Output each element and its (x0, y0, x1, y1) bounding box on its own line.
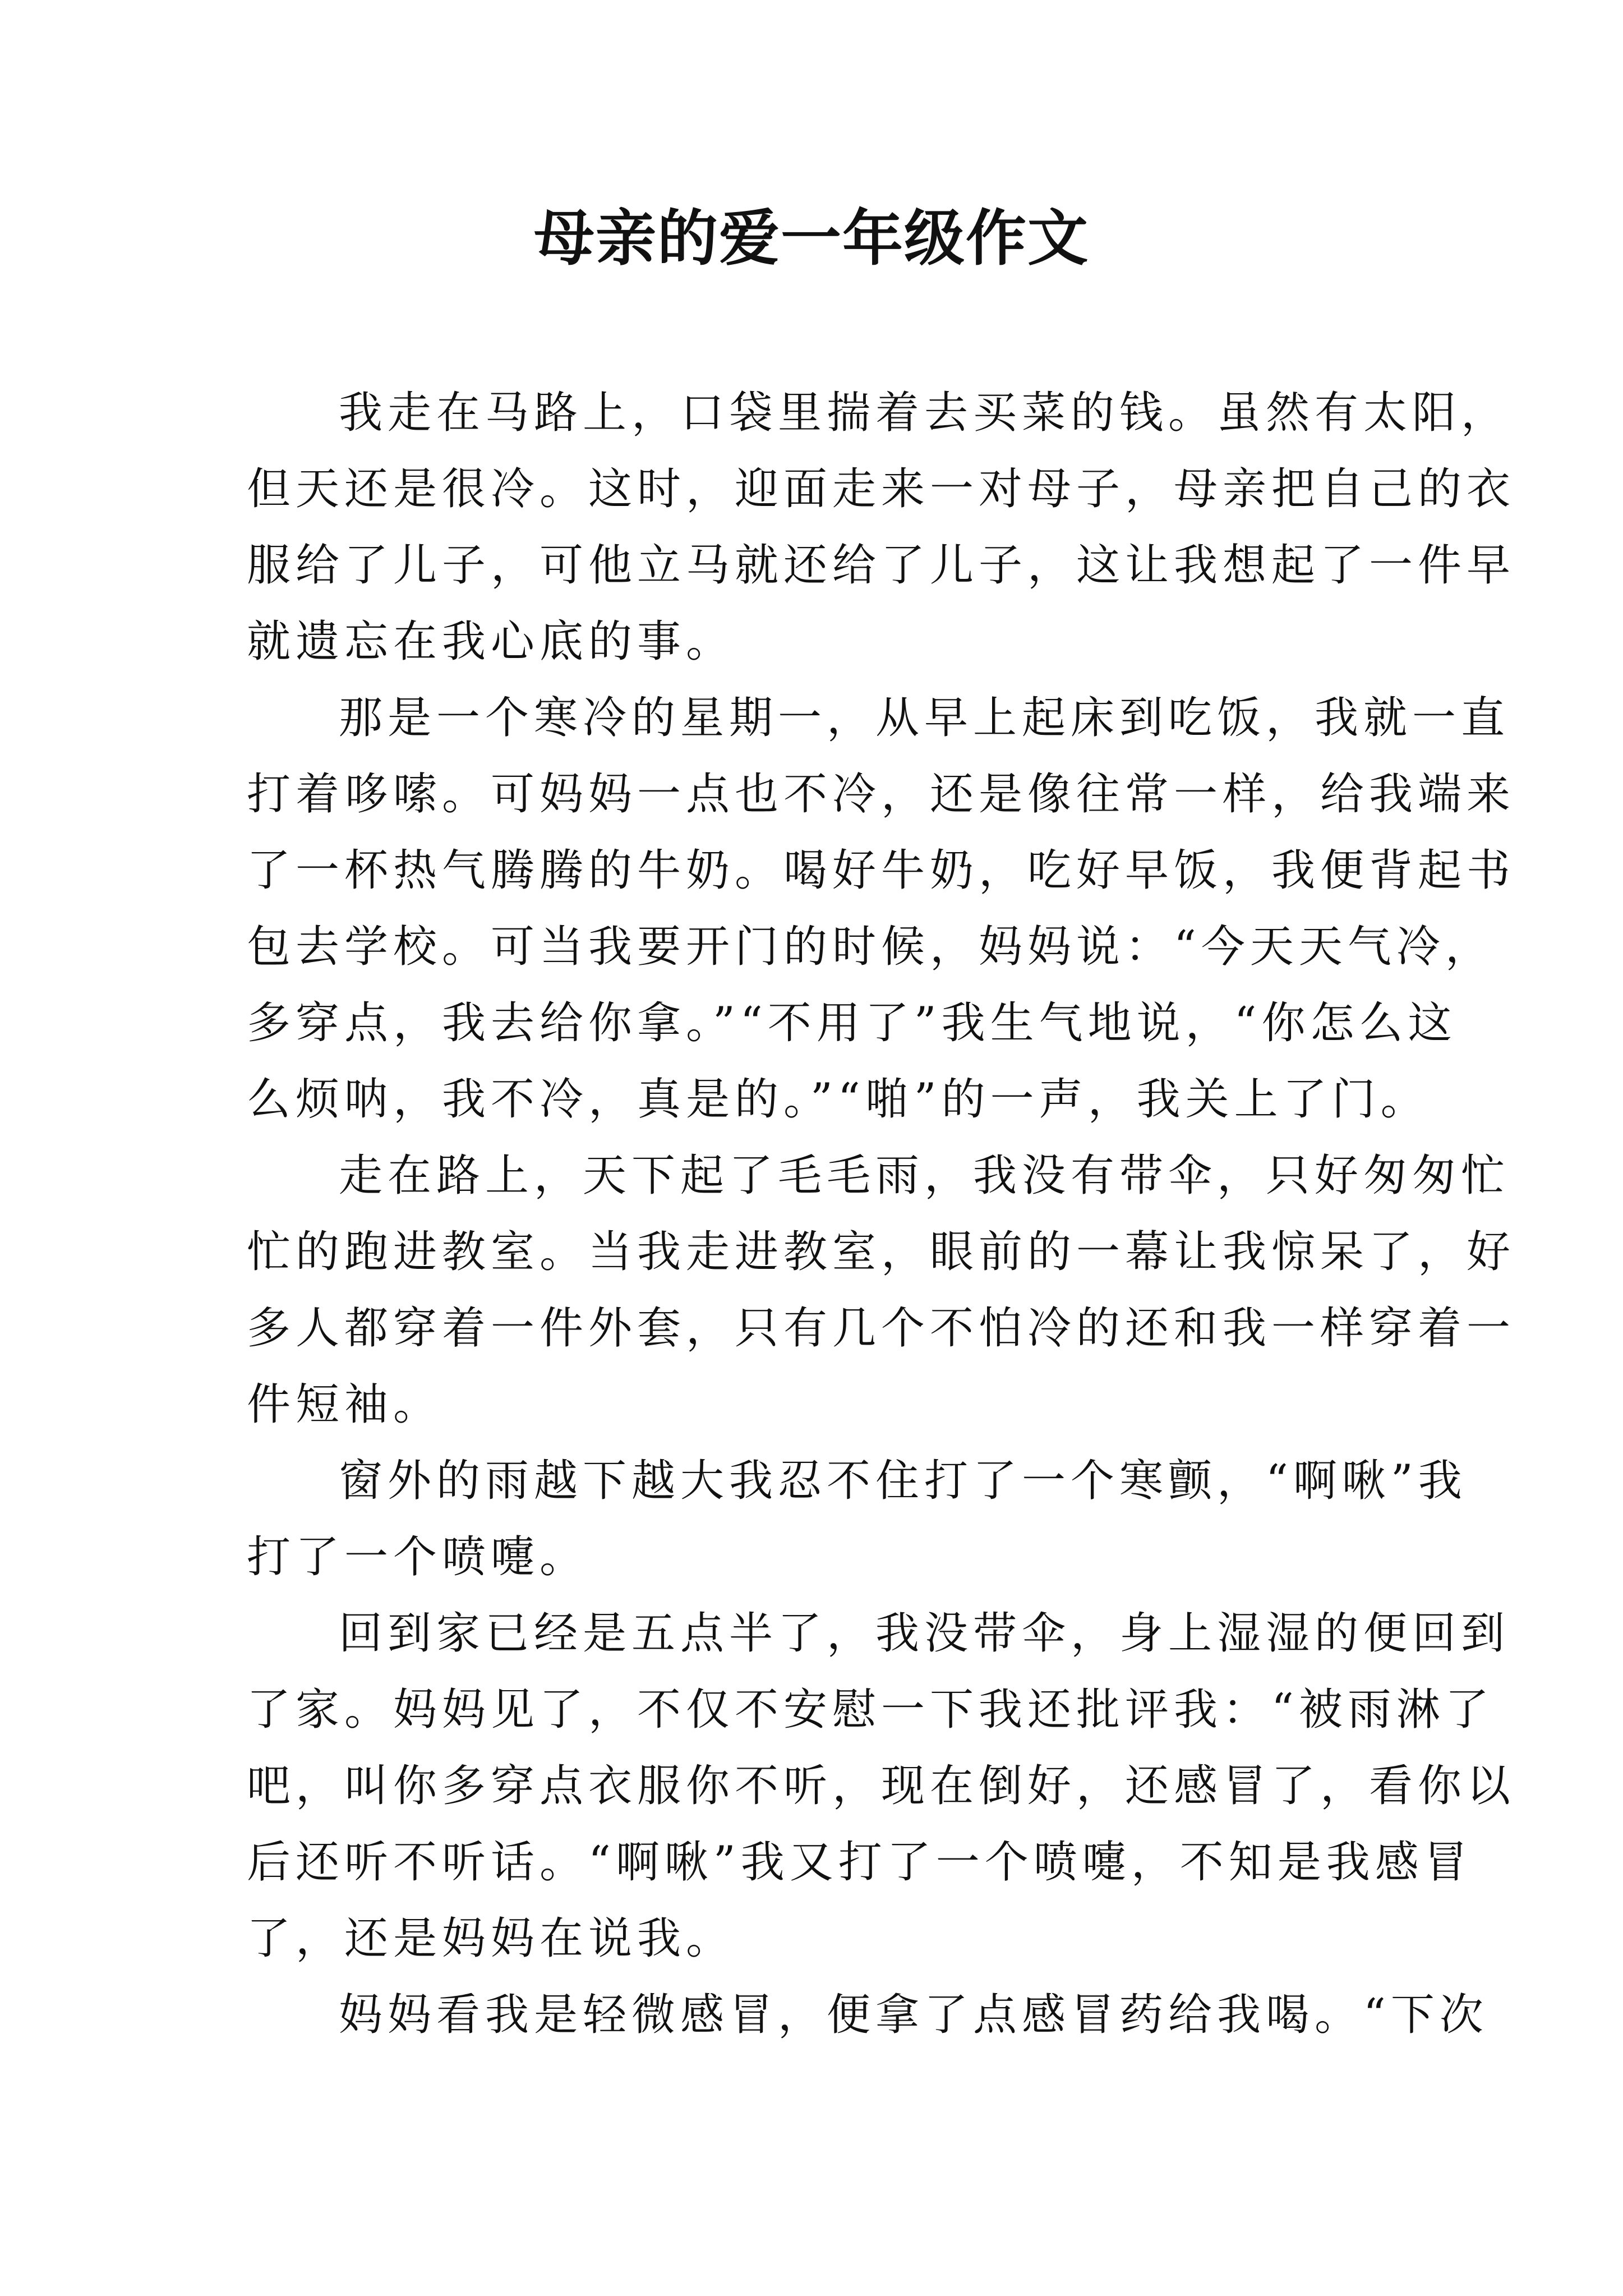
paragraph (247, 375, 1516, 680)
text-line: 后还听不听话。“啊啾”我又打了一个喷嚏，不知是我感冒 (247, 1837, 1473, 1888)
text-line: 那是一个寒冷的星期一，从早上起床到吃饭，我就一直 (339, 693, 1510, 743)
paragraph (247, 1595, 1516, 1977)
text-line: 但天还是很冷。这时，迎面走来一对母子，母亲把自己的衣 (247, 464, 1516, 514)
text-line: 件短袖。 (247, 1379, 442, 1430)
document-title: 母亲的爱一年级作文 (533, 203, 1089, 274)
text-line: 回到家已经是五点半了，我没带伞，身上湿湿的便回到 (339, 1608, 1510, 1659)
text-line: 就遗忘在我心底的事。 (247, 616, 735, 667)
paragraph (247, 1443, 1467, 1595)
paragraph (247, 1977, 1488, 2053)
text-line: 包去学校。可当我要开门的时候，妈妈说：“今天天气冷， (247, 922, 1494, 972)
text-line: 吧，叫你多穿点衣服你不听，现在倒好，还感冒了，看你以 (247, 1761, 1516, 1811)
text-line: 多穿点，我去给你拿。”“不用了”我生气地说，“你怎么这 (247, 998, 1457, 1048)
paragraph (247, 1138, 1516, 1443)
text-line: 妈妈看我是轻微感冒，便拿了点感冒药给我喝。“下次 (339, 1990, 1488, 2040)
text-line: 服给了儿子，可他立马就还给了儿子，这让我想起了一件早 (247, 540, 1516, 591)
text-line: 么烦呐，我不冷，真是的。”“啪”的一声，我关上了门。 (247, 1074, 1430, 1125)
paragraph (247, 680, 1516, 1138)
text-line: 打了一个喷嚏。 (247, 1532, 589, 1582)
text-line: 忙的跑进教室。当我走进教室，眼前的一幕让我惊呆了，好 (247, 1227, 1516, 1277)
text-line: 多人都穿着一件外套，只有几个不怕冷的还和我一样穿着一 (247, 1303, 1516, 1354)
text-line: 窗外的雨越下越大我忍不住打了一个寒颤，“啊啾”我 (339, 1456, 1467, 1506)
text-line: 了家。妈妈见了，不仅不安慰一下我还批评我：“被雨淋了 (247, 1685, 1494, 1735)
text-line: 了一杯热气腾腾的牛奶。喝好牛奶，吃好早饭，我便背起书 (247, 845, 1516, 896)
document-body (247, 375, 1516, 2053)
text-line: 了，还是妈妈在说我。 (247, 1913, 735, 1964)
text-line: 打着哆嗦。可妈妈一点也不冷，还是像往常一样，给我端来 (247, 769, 1516, 820)
text-line: 走在路上，天下起了毛毛雨，我没有带伞，只好匆匆忙 (339, 1151, 1510, 1201)
text-line: 我走在马路上，口袋里揣着去买菜的钱。虽然有太阳， (339, 388, 1510, 438)
